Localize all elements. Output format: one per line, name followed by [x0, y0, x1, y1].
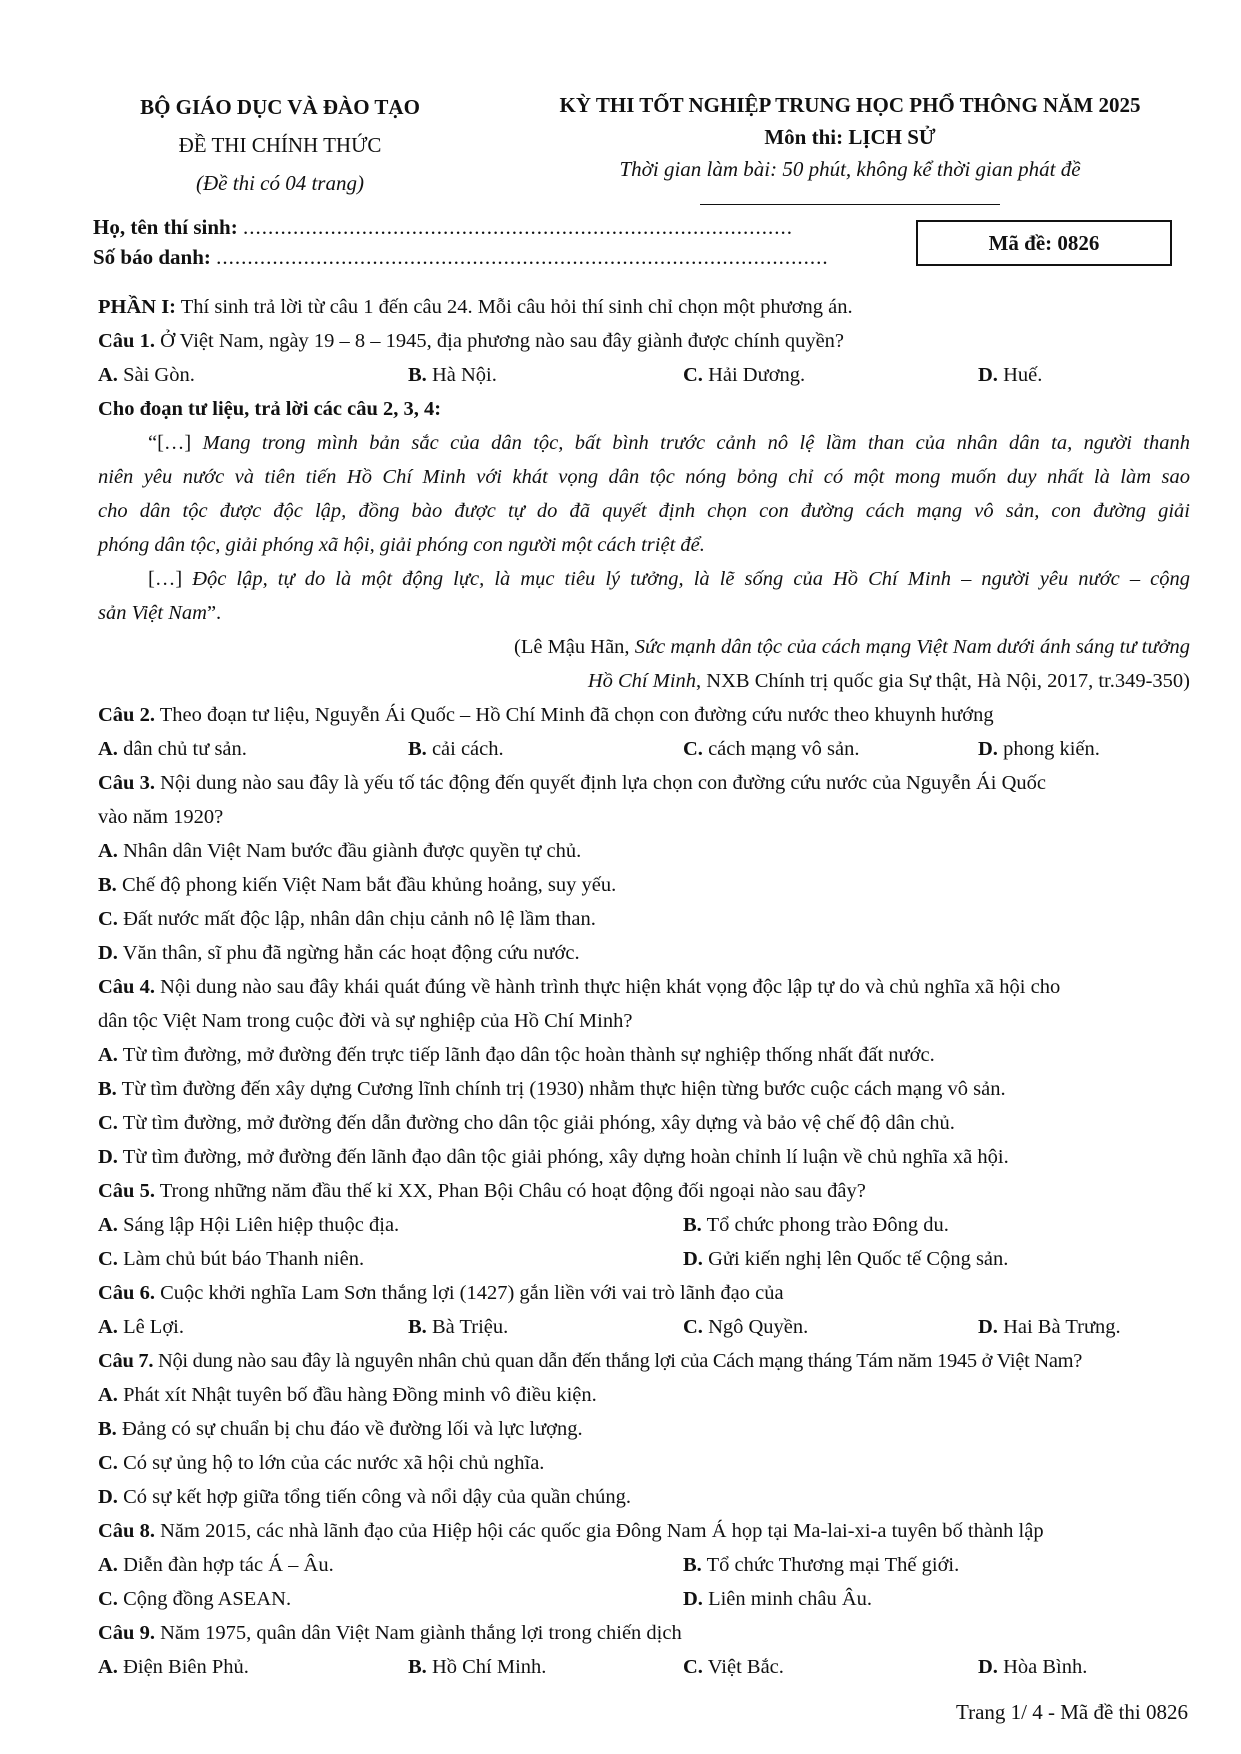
option-d[interactable]: D. Văn thân, sĩ phu đã ngừng hẳn các hoạt động cứu nước.: [98, 942, 580, 964]
option-d[interactable]: D. Từ tìm đường, mở đường đến lãnh đạo dân tộc giải phóng, xây dựng hoàn chỉnh lí luận về chủ nghĩa xã hội.: [98, 1146, 1009, 1168]
question-2: Câu 2. Theo đoạn tư liệu, Nguyễn Ái Quốc – Hồ Chí Minh đã chọn con đường cứu nước theo khuynh hướng: [98, 704, 994, 726]
question-5-options-ab: [98, 1208, 1190, 1242]
question-5: Câu 5. Trong những năm đầu thế kỉ XX, Phan Bội Châu có hoạt động đối ngoại nào sau đây?: [98, 1180, 866, 1202]
option-b[interactable]: B. Từ tìm đường đến xây dựng Cương lĩnh chính trị (1930) nhằm thực hiện từng bước cuộc cách mạng vô sản.: [98, 1078, 1006, 1100]
option-b[interactable]: B. Bà Triệu.: [408, 1316, 509, 1338]
ministry-name: BỘ GIÁO DỤC VÀ ĐÀO TẠO: [140, 95, 420, 119]
option-c[interactable]: C. Ngô Quyền.: [683, 1316, 809, 1338]
option-d[interactable]: D. Hòa Bình.: [978, 1656, 1088, 1678]
option-b[interactable]: B. Tổ chức Thương mại Thế giới.: [683, 1554, 960, 1576]
exam-title: KỲ THI TỐT NGHIỆP TRUNG HỌC PHỔ THÔNG NĂM 2025: [559, 93, 1141, 117]
option-a[interactable]: A. Điện Biên Phủ.: [98, 1656, 249, 1678]
question-9: Câu 9. Năm 1975, quân dân Việt Nam giành thắng lợi trong chiến dịch: [98, 1622, 682, 1644]
option-d[interactable]: D. Có sự kết hợp giữa tổng tiến công và nổi dậy của quần chúng.: [98, 1486, 631, 1508]
question-4: Câu 4. Nội dung nào sau đây khái quát đúng về hành trình thực hiện khát vọng độc lập tự do và chủ nghĩa xã hội cho: [98, 976, 1061, 998]
pages-note: (Đề thi có 04 trang): [196, 171, 364, 195]
option-c[interactable]: C. Có sự ủng hộ to lớn của các nước xã hội chủ nghĩa.: [98, 1452, 545, 1474]
page-footer: Trang 1/ 4 - Mã đề thi 0826: [956, 1700, 1188, 1724]
option-b[interactable]: B. Hà Nội.: [408, 364, 497, 386]
option-b[interactable]: B. cải cách.: [408, 738, 504, 760]
option-c[interactable]: C. Làm chủ bút báo Thanh niên.: [98, 1248, 365, 1270]
citation-line-1: (Lê Mậu Hãn, Sức mạnh dân tộc của cách mạng Việt Nam dưới ánh sáng tư tưởng: [514, 636, 1190, 658]
option-a[interactable]: A. Sáng lập Hội Liên hiệp thuộc địa.: [98, 1214, 400, 1236]
option-c[interactable]: C. cách mạng vô sản.: [683, 738, 860, 760]
exam-body: [98, 290, 1190, 1684]
question-8-options-ab: [98, 1548, 1190, 1582]
option-d[interactable]: D. Gửi kiến nghị lên Quốc tế Cộng sản.: [683, 1248, 1009, 1270]
option-a[interactable]: A. Phát xít Nhật tuyên bố đầu hàng Đồng minh vô điều kiện.: [98, 1384, 597, 1406]
sbd-field[interactable]: ..................................................................................................: [216, 245, 829, 269]
question-1: Câu 1. Ở Việt Nam, ngày 19 – 8 – 1945, địa phương nào sau đây giành được chính quyền?: [98, 330, 845, 352]
header-right: [490, 88, 1210, 211]
question-4-cont: dân tộc Việt Nam trong cuộc đời và sự nghiệp của Hồ Chí Minh?: [98, 1010, 633, 1032]
time-note: Thời gian làm bài: 50 phút, không kể thời gian phát đề: [619, 157, 1081, 181]
citation-line-2: Hồ Chí Minh, NXB Chính trị quốc gia Sự thật, Hà Nội, 2017, tr.349-350): [587, 670, 1190, 692]
question-8-options-cd: [98, 1582, 1190, 1616]
header-left: [100, 88, 460, 202]
option-c[interactable]: C. Cộng đồng ASEAN.: [98, 1588, 292, 1610]
candidate-info: [93, 212, 829, 272]
header-divider: [700, 204, 1000, 205]
official-label: ĐỀ THI CHÍNH THỨC: [178, 133, 382, 157]
question-1-options: [98, 358, 1190, 392]
sbd-label: Số báo danh:: [93, 245, 211, 269]
option-d[interactable]: D. Liên minh châu Âu.: [683, 1588, 873, 1610]
question-2-options: [98, 732, 1190, 766]
option-a[interactable]: A. Sài Gòn.: [98, 364, 195, 386]
option-b[interactable]: B. Hồ Chí Minh.: [408, 1656, 547, 1678]
option-d[interactable]: D. phong kiến.: [978, 738, 1100, 760]
option-a[interactable]: A. Lê Lợi.: [98, 1316, 184, 1338]
part1-instruction: PHẦN I: Thí sinh trả lời từ câu 1 đến câu 24. Mỗi câu hỏi thí sinh chỉ chọn một phương án.: [98, 296, 853, 318]
exam-code-box: Mã đề: 0826: [916, 220, 1172, 266]
passage: “[…] Mang trong mình bản sắc của dân tộc, bất bình trước cảnh nô lệ lầm than của nhân dân ta, người thanh niên yêu nước và tiên tiến Hồ Chí Minh với khát vọng dân tộc nóng bỏng chỉ có một mong muốn duy nhất là làm sao cho dân tộc được độc lập, đồng bào được tự do đã quyết định chọn con đường cách mạng vô sản, con đường giải phóng dân tộc, giải phóng xã hội, giải phóng con người một cách triệt để. […] Độc lập, tự do là một động lực, là mục tiêu lý tưởng, là lẽ sống của Hồ Chí Minh – người yêu nước – cộng sản Việt Nam”. (Lê Mậu Hãn, Sức mạnh dân tộc của cách mạng Việt Nam dưới ánh sáng tư tưởng Hồ Chí Minh, NXB Chính trị quốc gia Sự thật, Hà Nội, 2017, tr.349-350): [98, 426, 1190, 698]
question-3-cont: vào năm 1920?: [98, 806, 224, 828]
option-c[interactable]: C. Đất nước mất độc lập, nhân dân chịu cảnh nô lệ lầm than.: [98, 908, 596, 930]
question-7: Câu 7. Nội dung nào sau đây là nguyên nhân chủ quan dẫn đến thắng lợi của Cách mạng tháng Tám năm 1945 ở Việt Nam?: [98, 1350, 1083, 1372]
option-d[interactable]: D. Hai Bà Trưng.: [978, 1316, 1121, 1338]
name-label: Họ, tên thí sinh:: [93, 215, 238, 239]
option-b[interactable]: B. Chế độ phong kiến Việt Nam bắt đầu khủng hoảng, suy yếu.: [98, 874, 617, 896]
option-a[interactable]: A. Từ tìm đường, mở đường đến trực tiếp lãnh đạo dân tộc hoàn thành sự nghiệp thống nhất đất nước.: [98, 1044, 935, 1066]
name-field[interactable]: ........................................................................................: [242, 215, 793, 239]
option-a[interactable]: A. Nhân dân Việt Nam bước đầu giành được quyền tự chủ.: [98, 840, 582, 862]
option-a[interactable]: A. Diễn đàn hợp tác Á – Âu.: [98, 1554, 334, 1576]
question-6-options: [98, 1310, 1190, 1344]
question-6: Câu 6. Cuộc khởi nghĩa Lam Sơn thắng lợi (1427) gắn liền với vai trò lãnh đạo của: [98, 1282, 784, 1304]
question-5-options-cd: [98, 1242, 1190, 1276]
subject-title: Môn thi: LỊCH SỬ: [764, 125, 936, 149]
option-a[interactable]: A. dân chủ tư sản.: [98, 738, 247, 760]
option-b[interactable]: B. Tổ chức phong trào Đông du.: [683, 1214, 949, 1236]
option-b[interactable]: B. Đảng có sự chuẩn bị chu đáo về đường lối và lực lượng.: [98, 1418, 583, 1440]
option-c[interactable]: C. Từ tìm đường, mở đường đến dẫn đường cho dân tộc giải phóng, xây dựng và bảo vệ chế độ dân chủ.: [98, 1112, 955, 1134]
option-c[interactable]: C. Việt Bắc.: [683, 1656, 784, 1678]
question-3: Câu 3. Nội dung nào sau đây là yếu tố tác động đến quyết định lựa chọn con đường cứu nước của Nguyễn Ái Quốc: [98, 772, 1047, 794]
option-d[interactable]: D. Huế.: [978, 364, 1043, 386]
passage-intro: Cho đoạn tư liệu, trả lời các câu 2, 3, 4:: [98, 398, 442, 420]
question-9-options: [98, 1650, 1190, 1684]
question-8: Câu 8. Năm 2015, các nhà lãnh đạo của Hiệp hội các quốc gia Đông Nam Á họp tại Ma-lai-xi-a tuyên bố thành lập: [98, 1520, 1044, 1542]
option-c[interactable]: C. Hải Dương.: [683, 364, 806, 386]
